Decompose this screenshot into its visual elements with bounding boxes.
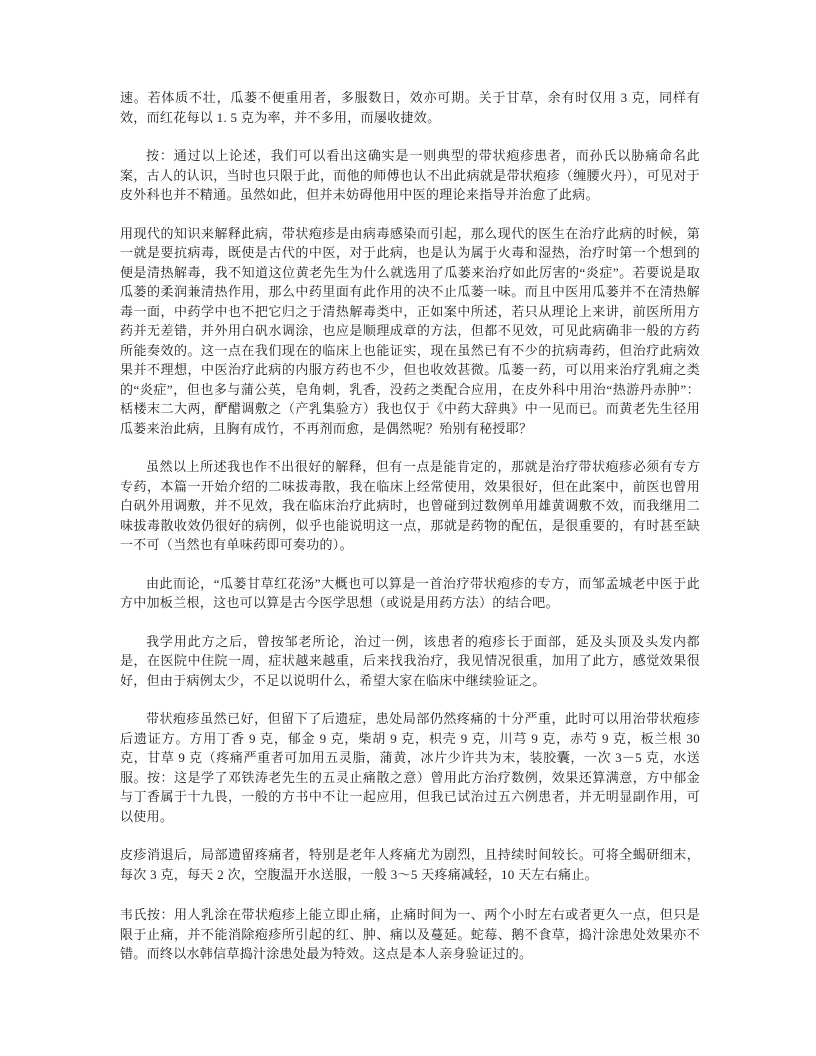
paragraph: 由此而论，“瓜蒌甘草红花汤”大概也可以算是一首治疗带状疱疹的专方，而邹孟城老中医于此方中加板兰根，这也可以算是古今医学思想（或说是用药方法）的结合吧。 [120,575,700,610]
paragraph: 韦氏按：用人乳涂在带状疱疹上能立即止痛，止痛时间为一、两个小时左右或者更久一点，但只是限于止痛，并不能消除疱疹所引起的红、肿、痛以及蔓延。蛇莓、鹅不食草，捣汁涂患处效果亦不错。而终以水韩信草捣汁涂患处最为特效。这点是本人亲身验证过的。 [120,907,700,961]
paragraph: 虽然以上所述我也作不出很好的解释，但有一点是能肯定的，那就是治疗带状疱疹必须有专方专药，本篇一开始介绍的二味拔毒散，我在临床上经常使用，效果很好，但在此案中，前医也曾用白矾外用调敷，并不见效，我在临床治疗此病时，也曾碰到过数例单用雄黄调敷不效，而我继用二味拔毒散收效仍很好的病例，似乎也能说明这一点，那就是药物的配伍，是很重要的，有时甚至缺一不可（当然也有单味药即可奏功的）。 [120,459,700,552]
paragraph: 带状疱疹虽然已好，但留下了后遗症，患处局部仍然疼痛的十分严重，此时可以用治带状疱疹后遗证方。方用丁香 9 克，郁金 9 克，柴胡 9 克，枳壳 9 克，川芎 9 克，赤芍 9 克，板兰根 30 克，甘草 9 克（疼痛严重者可加用五灵脂，蒲黄，冰片少许共为末，装胶囊，一次 3－5 克，水送服。按：这是学了邓铁涛老先生的五灵止痛散之意）曾用此方治疗数例，效果还算满意，方中郁金与丁香属于十九畏，一般的方书中不让一起应用，但我已试治过五六例患者，并无明显副作用，可以使用。 [120,711,700,824]
paragraph: 我学用此方之后，曾按邹老所论，治过一例，该患者的疱疹长于面部，延及头顶及头发内都是，在医院中住院一周，症状越来越重，后来找我治疗，我见情况很重，加用了此方，感觉效果很好，但由于病例太少，不足以说明什么，希望大家在临床中继续验证之。 [120,633,700,688]
paragraph: 速。若体质不壮，瓜蒌不便重用者，多服数日，效亦可期。关于甘草，余有时仅用 3 克，同样有效，而红花每以 1. 5 克为率，并不多用，而屡收捷效。 [120,90,700,125]
paragraph: 用现代的知识来解释此病，带状疱疹是由病毒感染而引起，那么现代的医生在治疗此病的时候，第一就是要抗病毒，既使是古代的中医，对于此病，也是认为属于火毒和湿热，治疗时第一个想到的便是清热解毒，我不知道这位黄老先生为什么就选用了瓜蒌来治疗如此厉害的“炎症”。若要说是取瓜蒌的柔润兼清热作用，那么中药里面有此作用的决不止瓜蒌一味。而且中医用瓜蒌并不在清热解毒一面，中药学中也不把它归之于清热解毒类中，正如案中所述，若只从理论上来讲，前医所用方药并无差错，并外用白矾水调涂，也应是顺理成章的方法，但都不见效，可见此病确非一般的方药所能奏效的。这一点在我们现在的临床上也能证实，现在虽然已有不少的抗病毒药，但治疗此病效果并不理想，中医治疗此病的内服方药也不少，但也收效甚微。瓜蒌一药，可以用来治疗乳痈之类的“炎症”，但也多与蒲公英，皂角刺，乳香，没药之类配合应用，在皮外科中用治“热游丹赤肿”：栝楼末二大两，酽醋调敷之（产乳集验方）我也仅于《中药大辞典》中一见而已。而黄老先生径用瓜蒌来治此病，且胸有成竹，不再剂而愈，是偶然呢？殆别有秘授耶？ [120,225,700,436]
paragraph: 按：通过以上论述，我们可以看出这确实是一则典型的带状疱疹患者，而孙氏以胁痛命名此案，古人的认识，当时也只限于此，而他的师傅也认不出此病就是带状疱疹（缠腰火丹），可见对于皮外科也并不精通。虽然如此，但并未妨碍他用中医的理论来指导并治愈了此病。 [120,148,700,202]
paragraph: 皮疹消退后，局部遗留疼痛者，特别是老年人疼痛尤为剧烈，且持续时间较长。可将全蝎研细末，每次 3 克，每天 2 次，空腹温开水送服，一般 3～5 天疼痛减轻，10 天左右痛止。 [120,847,700,882]
